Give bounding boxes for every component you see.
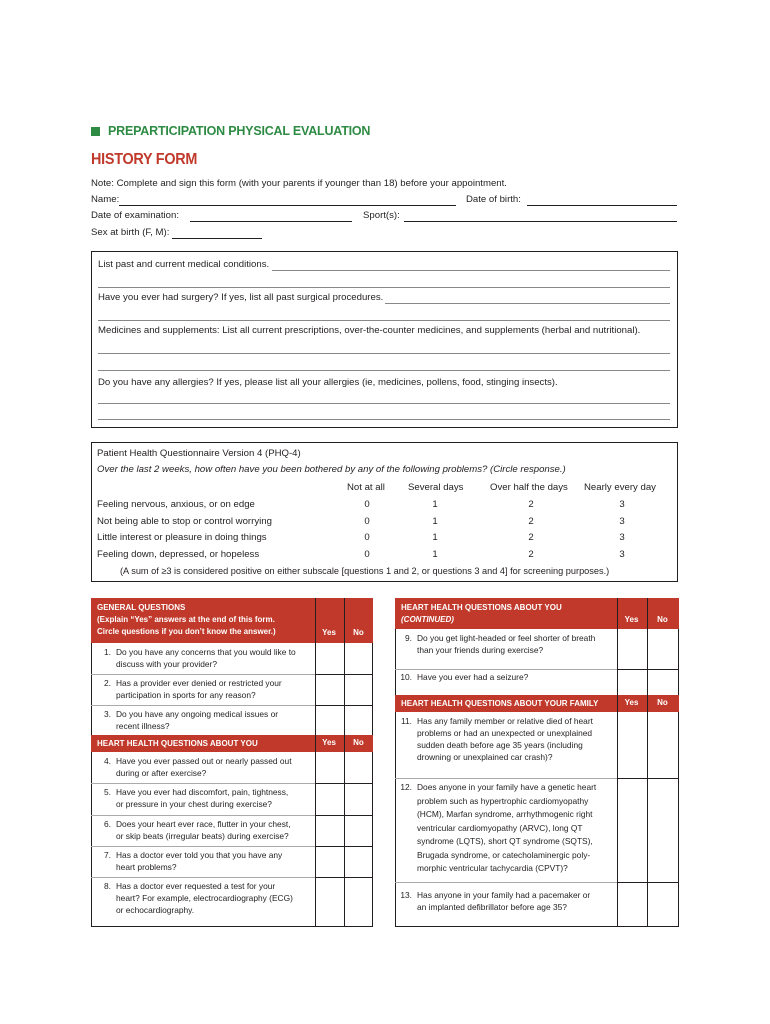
question-number: 6. [104, 819, 111, 829]
phq4-score[interactable]: 1 [432, 532, 438, 543]
question-text: Has a provider ever denied or restricted your [116, 678, 282, 688]
no-column-divider [647, 598, 648, 927]
phq4-score[interactable]: 3 [619, 549, 625, 560]
phq4-score[interactable]: 1 [432, 516, 438, 527]
question-1 [95, 647, 315, 677]
question-7 [95, 850, 315, 880]
question-text: Has a doctor ever told you that you have any [116, 850, 283, 860]
question-text: Do you have any ongoing medical issues or [116, 709, 279, 719]
answer-divider [617, 669, 679, 670]
question-2 [95, 678, 315, 708]
yes-column-header: Yes [322, 738, 336, 747]
allergies-prompt: Do you have any allergies? If yes, please list all your allergies (ie, medicines, pollens, food, stinging insects). [98, 377, 558, 388]
dob-field[interactable] [527, 205, 677, 206]
question-text: Have you ever had a seizure? [417, 672, 529, 682]
answer-divider [315, 783, 373, 784]
heart-continued-header-line: (CONTINUED) [401, 615, 454, 624]
phq4-row-label: Not being able to stop or control worrying [97, 516, 272, 527]
question-text: drowning or unexplained car crash)? [417, 752, 553, 762]
surgery-line[interactable] [385, 303, 670, 304]
general-header-line: (Explain “Yes” answers at the end of this form. [97, 615, 275, 624]
heart-continued-header-line: HEART HEALTH QUESTIONS ABOUT YOU [401, 603, 562, 612]
question-number: 1. [104, 647, 111, 657]
conditions-line-2[interactable] [98, 287, 670, 288]
question-text: Brugada syndrome, or catecholaminergic poly- [417, 849, 591, 860]
sex-label: Sex at birth (F, M): [91, 227, 170, 238]
phq4-score[interactable]: 0 [364, 499, 370, 510]
phq4-box [91, 442, 678, 582]
question-number: 8. [104, 881, 111, 891]
phq4-row-label: Feeling nervous, anxious, or on edge [97, 499, 255, 510]
general-header-line: GENERAL QUESTIONS [97, 603, 186, 612]
row-divider [395, 882, 617, 883]
answer-divider [315, 674, 373, 675]
phq4-col-several-days: Several days [408, 482, 464, 493]
question-11 [396, 716, 616, 766]
phq4-score[interactable]: 2 [528, 499, 534, 510]
question-3 [95, 709, 315, 739]
question-text: problems or had an unexpected or unexplained [417, 728, 593, 738]
phq4-title: Patient Health Questionnaire Version 4 (PHQ-4) [97, 448, 301, 459]
name-field[interactable] [119, 205, 456, 206]
question-number: 3. [104, 709, 111, 719]
question-number: 11. [400, 716, 412, 726]
question-text: Have you ever had discomfort, pain, tightness, [116, 787, 289, 797]
dob-label: Date of birth: [466, 194, 521, 205]
no-column-header: No [353, 628, 364, 637]
question-8 [95, 881, 315, 921]
question-12 [396, 782, 616, 872]
question-text: ventricular cardiomyopathy (ARVC), long QT [417, 822, 583, 833]
conditions-prompt: List past and current medical conditions. [98, 259, 270, 270]
phq4-footnote: (A sum of ≥3 is considered positive on either subscale [questions 1 and 2, or questions 3 and 4] for screening purposes.) [120, 566, 610, 576]
question-text: problem such as hypertrophic cardiomyopathy [417, 795, 589, 806]
question-text: morphic ventricular tachycardia (CPVT)? [417, 863, 568, 873]
phq4-score[interactable]: 2 [528, 516, 534, 527]
phq4-score[interactable]: 2 [528, 532, 534, 543]
question-text: heart? For example, electrocardiography (ECG) [116, 893, 293, 903]
general-header-line: Circle questions if you don’t know the answer.) [97, 627, 276, 636]
question-text: Has anyone in your family had a pacemaker or [417, 890, 591, 900]
medicines-prompt: Medicines and supplements: List all current prescriptions, over-the-counter medicines, and supplements (herbal and nutritional). [98, 325, 641, 336]
question-10 [396, 672, 616, 688]
name-label: Name: [91, 194, 120, 205]
question-number: 5. [104, 787, 111, 797]
allergies-line-2[interactable] [98, 419, 670, 420]
answer-divider [617, 882, 679, 883]
surgery-line-2[interactable] [98, 320, 670, 321]
heart-family-header-label: HEART HEALTH QUESTIONS ABOUT YOUR FAMILY [401, 699, 599, 708]
question-text: heart problems? [116, 862, 177, 872]
phq4-col-nearly-every-day: Nearly every day [584, 482, 656, 493]
question-text: sudden death before age 35 years (including [417, 740, 583, 750]
yes-column-header: Yes [322, 628, 336, 637]
question-text: Do you have any concerns that you would like to [116, 647, 296, 657]
heart-continued-header [395, 598, 679, 629]
question-text: (HCM), Marfan syndrome, arrhythmogenic right [417, 809, 593, 819]
phq4-row-label: Feeling down, depressed, or hopeless [97, 549, 260, 560]
question-text: than your friends during exercise? [417, 645, 544, 655]
question-text: Have you ever passed out or nearly passed out [116, 756, 292, 766]
phq4-score[interactable]: 1 [432, 499, 438, 510]
answer-divider [315, 815, 373, 816]
sports-label: Sport(s): [363, 210, 400, 221]
general-questions-header [91, 598, 373, 643]
sex-field[interactable] [172, 238, 262, 239]
question-text: or echocardiography. [116, 905, 195, 915]
question-text: recent illness? [116, 721, 170, 731]
heart-you-header-label: HEART HEALTH QUESTIONS ABOUT YOU [97, 739, 258, 748]
question-text: participation in sports for any reason? [116, 690, 256, 700]
question-text: Do you get light-headed or feel shorter of breath [417, 633, 596, 643]
row-divider [395, 669, 617, 670]
phq4-score[interactable]: 0 [364, 549, 370, 560]
phq4-score[interactable]: 3 [619, 532, 625, 543]
exam-date-field[interactable] [190, 221, 352, 222]
question-text: Does anyone in your family have a genetic heart [417, 782, 597, 792]
no-column-header: No [657, 615, 668, 624]
question-number: 4. [104, 756, 111, 766]
answer-no-cell[interactable] [345, 644, 373, 674]
question-text: Does your heart ever race, flutter in your chest, [116, 819, 291, 829]
heart-family-header [395, 695, 679, 712]
question-number: 12. [400, 782, 412, 792]
row-divider [395, 778, 617, 779]
question-text: Has any family member or relative died of heart [417, 716, 593, 726]
phq4-score[interactable]: 1 [432, 549, 438, 560]
allergies-line[interactable] [98, 403, 670, 404]
phq4-score[interactable]: 3 [619, 499, 625, 510]
surgery-prompt: Have you ever had surgery? If yes, list all past surgical procedures. [98, 292, 384, 303]
question-number: 10. [400, 672, 412, 682]
phq4-score[interactable]: 3 [619, 516, 625, 527]
answer-divider [315, 846, 373, 847]
question-text: syndrome (LQTS), short QT syndrome (SQTS), [417, 836, 593, 846]
phq4-score[interactable]: 2 [528, 549, 534, 560]
answer-divider [315, 877, 373, 878]
answer-yes-cell[interactable] [316, 644, 344, 674]
answer-divider [315, 705, 373, 706]
yes-column-header: Yes [624, 615, 639, 624]
phq4-instruction: Over the last 2 weeks, how often have you been bothered by any of the following problems? (Circle response.) [97, 464, 566, 475]
medicines-line[interactable] [98, 353, 670, 354]
section-title: PREPARTICIPATION PHYSICAL EVALUATION [108, 124, 371, 138]
exam-date-label: Date of examination: [91, 210, 179, 221]
question-text: Has a doctor ever requested a test for your [116, 881, 276, 891]
phq4-col-over-half: Over half the days [490, 482, 568, 493]
question-number: 9. [405, 633, 412, 643]
question-13 [396, 890, 616, 920]
no-column-header: No [657, 698, 668, 707]
question-9 [396, 633, 616, 663]
phq4-score[interactable]: 0 [364, 532, 370, 543]
question-5 [95, 787, 315, 817]
question-text: discuss with your provider? [116, 659, 218, 669]
question-6 [95, 819, 315, 849]
question-text: an implanted defibrillator before age 35? [417, 902, 567, 912]
conditions-line[interactable] [272, 270, 670, 271]
question-text: or pressure in your chest during exercise? [116, 799, 272, 809]
question-text: during or after exercise? [116, 768, 207, 778]
no-column-header: No [353, 738, 364, 747]
yes-column-divider [617, 598, 618, 927]
question-4 [95, 756, 315, 786]
medical-history-box [91, 251, 678, 428]
phq4-col-not-at-all: Not at all [347, 482, 385, 493]
form-note: Note: Complete and sign this form (with your parents if younger than 18) before your appointment. [91, 178, 507, 189]
question-number: 7. [104, 850, 111, 860]
answer-divider [617, 778, 679, 779]
medicines-line-2[interactable] [98, 370, 670, 371]
question-text: or skip beats (irregular beats) during exercise? [116, 831, 289, 841]
question-number: 2. [104, 678, 111, 688]
yes-column-header: Yes [624, 698, 639, 707]
question-number: 13. [400, 890, 412, 900]
section-marker-square [91, 127, 100, 136]
phq4-row-label: Little interest or pleasure in doing things [97, 532, 267, 543]
sports-field[interactable] [404, 221, 677, 222]
phq4-score[interactable]: 0 [364, 516, 370, 527]
form-title: HISTORY FORM [91, 151, 198, 168]
